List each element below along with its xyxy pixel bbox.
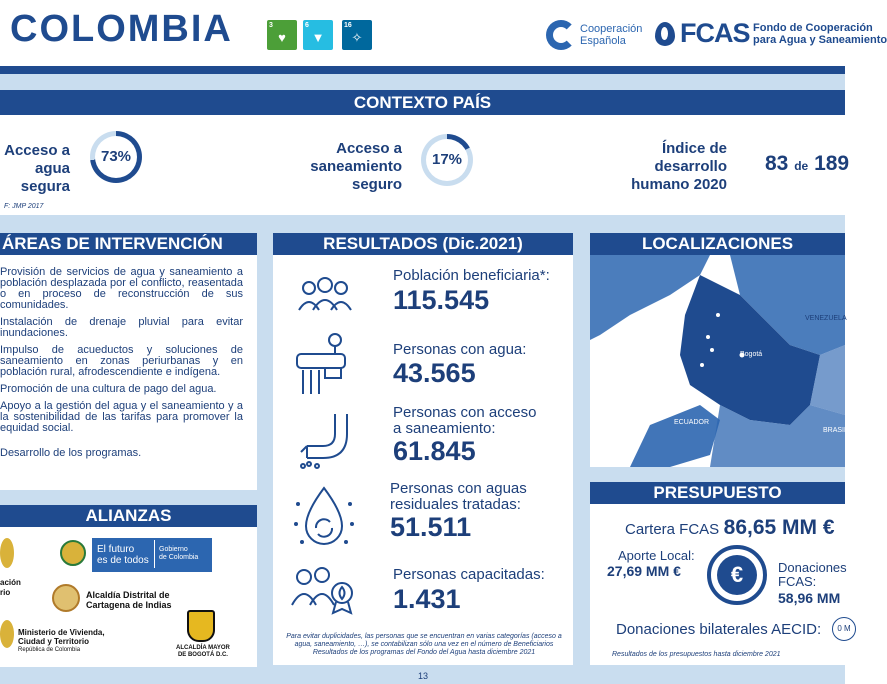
minvivienda-line-1: Ministerio de Vivienda, bbox=[18, 628, 105, 637]
hdi-rank-total: 189 bbox=[814, 152, 850, 175]
results-note-line: agua, saneamiento, …), se contabilizan sólo una vez en el número de Beneficiarios bbox=[294, 641, 554, 648]
futuro-text bbox=[97, 544, 149, 566]
context-section-title: CONTEXTO PAÍS bbox=[0, 90, 845, 115]
result-value: 1.431 bbox=[393, 584, 461, 614]
fcas-description bbox=[753, 22, 887, 46]
coop-line-2: Española bbox=[580, 35, 626, 47]
bogota-line-2: DE BOGOTÁ D.C. bbox=[177, 652, 228, 658]
euro-symbol: € bbox=[717, 555, 757, 595]
result-label-line: a saneamiento: bbox=[393, 420, 496, 437]
budget-bilateral-label: Donaciones bilaterales AECID: bbox=[616, 621, 822, 638]
budget-local-label: Aporte Local: bbox=[618, 548, 695, 563]
minvivienda-line-3: República de Colombia bbox=[18, 647, 81, 653]
fcas-logo-text: FCAS bbox=[680, 18, 750, 48]
water-label-line-2: agua bbox=[34, 160, 70, 177]
cooperacion-logo-icon bbox=[546, 20, 576, 50]
result-value: 43.565 bbox=[393, 358, 476, 388]
gobierno-text bbox=[159, 546, 198, 562]
dove-icon: ✧ bbox=[351, 30, 363, 45]
budget-local-value: 27,69 MM € bbox=[607, 563, 681, 579]
area-item: Promoción de una cultura de pago del agua. bbox=[0, 383, 217, 395]
hdi-label-line-1: Índice de bbox=[661, 140, 727, 157]
san-label-line-2: saneamiento bbox=[310, 158, 402, 175]
header-divider bbox=[0, 66, 845, 74]
ods-16-badge bbox=[342, 20, 372, 50]
colombia-map bbox=[590, 255, 848, 467]
training-icon bbox=[290, 565, 356, 615]
page-number: 13 bbox=[418, 671, 429, 681]
result-label-line: Personas con acceso bbox=[393, 404, 537, 421]
sanitation-access-ring bbox=[421, 134, 473, 186]
recycle-drop-icon bbox=[292, 484, 356, 550]
results-note-line: Resultados de los programas del Fondo del Agua hasta diciembre 2021 bbox=[312, 649, 536, 656]
ods-3-badge bbox=[267, 20, 297, 50]
ods-6-number: 6 bbox=[305, 22, 309, 29]
results-section-title: RESULTADOS (Dic.2021) bbox=[273, 233, 573, 255]
sanitation-access-label bbox=[296, 140, 402, 194]
result-label bbox=[393, 405, 536, 437]
coop-line-1: Cooperación bbox=[580, 23, 643, 35]
map-label-venezuela: VENEZUELA bbox=[805, 315, 847, 322]
result-label-line: Personas con aguas bbox=[390, 480, 527, 497]
water-glass-icon: ▼ bbox=[311, 30, 325, 45]
water-label-line-1: Acceso a bbox=[4, 142, 70, 159]
result-label-line: Población beneficiaria*: bbox=[393, 267, 550, 284]
gobierno-line-2: de Colombia bbox=[159, 554, 199, 561]
hdi-rank-value: 83 bbox=[765, 152, 789, 175]
budget-bilateral-value: 0 M bbox=[832, 617, 856, 641]
minvivienda-line-2: Ciudad y Territorio bbox=[18, 637, 89, 646]
cartera-value: 86,65 MM € bbox=[723, 516, 835, 539]
water-access-label bbox=[0, 142, 70, 196]
result-label: Personas con agua: bbox=[393, 341, 527, 358]
result-value: 115.545 bbox=[393, 285, 490, 315]
futuro-de-todos-logo bbox=[92, 538, 212, 572]
futuro-line-1: El futuro bbox=[97, 544, 135, 555]
gobernacion-label bbox=[0, 578, 21, 598]
country-title: COLOMBIA bbox=[10, 8, 233, 50]
gobierno-line-1: Gobierno bbox=[159, 546, 188, 553]
hdi-rank-de: de bbox=[794, 159, 809, 173]
colombia-seal-icon bbox=[60, 540, 86, 566]
result-label bbox=[393, 268, 550, 284]
result-value: 51.511 bbox=[390, 512, 472, 542]
budget-note: Resultados de los presupuestos hasta diciembre 2021 bbox=[612, 651, 781, 658]
budget-section-title: PRESUPUESTO bbox=[590, 482, 845, 504]
pipe-icon bbox=[295, 410, 355, 470]
map-label-brasil: BRASIL bbox=[823, 427, 848, 434]
result-label: Personas capacitadas: bbox=[393, 566, 545, 583]
areas-list bbox=[0, 255, 257, 490]
budget-donaciones-label bbox=[778, 561, 847, 589]
result-value: 61.845 bbox=[393, 436, 476, 466]
bogota-shield-icon bbox=[187, 610, 215, 642]
sanitation-access-value: 17% bbox=[426, 139, 468, 181]
area-item: Desarrollo de los programas. bbox=[0, 447, 142, 459]
gobernacion-shield-icon bbox=[0, 538, 14, 568]
cartagena-label bbox=[86, 590, 172, 610]
bogota-label bbox=[176, 645, 230, 659]
context-source: F: JMP 2017 bbox=[4, 203, 44, 210]
donaciones-line-2: FCAS: bbox=[778, 574, 817, 589]
map-shapes bbox=[590, 255, 845, 467]
water-access-ring bbox=[90, 131, 142, 183]
euro-icon bbox=[707, 545, 767, 605]
results-note-line: Para evitar duplicidades, las personas que se encuentran en varias categorías (acceso a bbox=[286, 633, 562, 640]
locations-section-title: LOCALIZACIONES bbox=[590, 233, 845, 255]
water-label-line-3: segura bbox=[20, 178, 70, 195]
gobernacion-line-2: rio bbox=[0, 588, 11, 597]
gobernacion-line-1: ación bbox=[0, 578, 21, 587]
budget-donaciones-value: 58,96 MM bbox=[778, 590, 841, 606]
area-item: Impulso de acueductos y soluciones de saneamiento en zonas periurbanas y en población rural, afrodescendiente e indígena. bbox=[0, 344, 243, 378]
alliances-section-title: ALIANZAS bbox=[0, 505, 257, 527]
ods-6-badge bbox=[303, 20, 333, 50]
result-label bbox=[390, 481, 527, 513]
hdi-rank bbox=[765, 152, 849, 176]
people-icon bbox=[295, 276, 355, 316]
hdi-label-line-2: desarrollo bbox=[654, 158, 727, 175]
areas-section-title: ÁREAS DE INTERVENCIÓN bbox=[0, 233, 257, 255]
hdi-label-line-3: humano 2020 bbox=[631, 176, 727, 193]
map-label-bogota: Bogotá bbox=[740, 351, 763, 358]
map-label-ecuador: ECUADOR bbox=[674, 419, 710, 426]
minvivienda-seal-icon bbox=[0, 620, 14, 648]
donaciones-line-1: Donaciones bbox=[778, 560, 847, 575]
cartagena-line-1: Alcaldía Distrital de bbox=[86, 590, 170, 600]
cartagena-line-2: Cartagena de Indias bbox=[86, 600, 172, 610]
water-access-value: 73% bbox=[95, 136, 137, 178]
cartera-label: Cartera FCAS bbox=[625, 521, 720, 538]
ods-3-number: 3 bbox=[269, 22, 273, 29]
ods-16-number: 16 bbox=[344, 22, 352, 29]
futuro-divider bbox=[154, 540, 155, 568]
fcas-desc-line-2: para Agua y Saneamiento bbox=[753, 34, 887, 46]
result-label-line: residuales tratadas: bbox=[390, 496, 521, 513]
area-item: Provisión de servicios de agua y saneamiento a población desplazada por el conflicto, reasentada o en proceso de reconstrucción de sus comunidades. bbox=[0, 266, 243, 311]
tap-icon bbox=[295, 330, 355, 400]
futuro-line-2: es de todos bbox=[97, 555, 149, 566]
fcas-drop-icon bbox=[655, 22, 675, 46]
san-label-line-3: seguro bbox=[351, 176, 402, 193]
hdi-label bbox=[610, 140, 727, 194]
cartagena-seal-icon bbox=[52, 584, 80, 612]
minvivienda-label bbox=[18, 628, 105, 655]
fcas-desc-line-1: Fondo de Cooperación bbox=[753, 22, 873, 34]
heartbeat-icon: ♥ bbox=[278, 30, 286, 45]
area-item: Apoyo a la gestión del agua y el saneamiento y a la sostenibilidad de las tarifas para promover la equidad social. bbox=[0, 400, 243, 434]
san-label-line-1: Acceso a bbox=[336, 140, 402, 157]
area-item: Instalación de drenaje pluvial para evitar inundaciones. bbox=[0, 316, 243, 339]
results-note bbox=[280, 633, 568, 657]
budget-cartera bbox=[625, 516, 835, 540]
cooperacion-espanola-text bbox=[580, 23, 642, 47]
bogota-line-1: ALCALDÍA MAYOR bbox=[176, 645, 230, 651]
